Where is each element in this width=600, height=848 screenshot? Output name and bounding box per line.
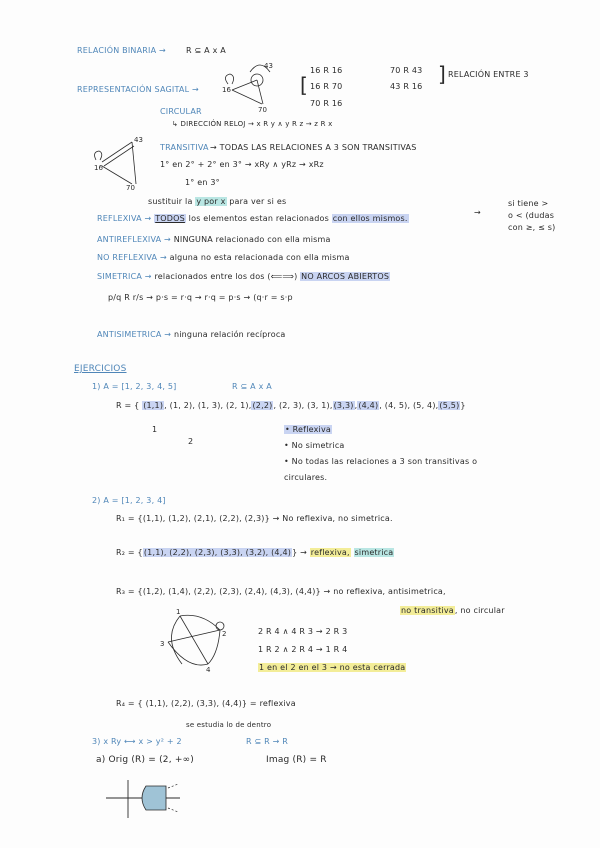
pair-1: 16 R 16 <box>310 66 343 75</box>
circular-desc: ↳ DIRECCIÓN RELOJ → x R y ∧ y R z → z R x <box>172 120 333 128</box>
side-note: si tiene > o < (dudas con ≥, ≤ s) <box>508 199 556 232</box>
node-43: 43 <box>264 62 273 70</box>
transitiva-graph <box>92 136 152 194</box>
entre-label: RELACIÓN ENTRE 3 <box>448 70 529 79</box>
e3-head: 3) x Ry ⟷ x > y² + 2 <box>92 737 182 746</box>
e1-pair: (3,3) <box>333 401 354 410</box>
r3-line: R₃ = {(1,2), (1,4), (2,2), (2,3), (2,4), (4,3), (4,4)} → no reflexiva, antisimetrica, <box>116 587 446 596</box>
e1-bullet: • Reflexiva <box>285 425 331 434</box>
binaria-label: RELACIÓN BINARIA → <box>77 46 166 55</box>
transitiva-rule: 1° en 2° + 2° en 3° → xRy ∧ yRz → xRz <box>160 160 324 169</box>
e1-pair: , (1, 2), (1, 3), (2, 1), <box>164 401 252 410</box>
e1-pair: } <box>460 401 466 410</box>
reflexiva-line: REFLEXIVA → TODOS los elementos estan relacionados con ellos mismos. <box>97 214 408 223</box>
ejercicios-title: EJERCICIOS <box>74 364 127 374</box>
circular-label: CIRCULAR <box>160 107 202 116</box>
e1-relation: R = { (1,1), (1, 2), (1, 3), (2, 1),(2,2), (2, 3), (3, 1),(3,3),(4,4), (4, 5), (5, 4),(5,5)} <box>116 401 466 410</box>
sagital-graph <box>220 58 280 118</box>
pair-2: 16 R 70 <box>310 82 343 91</box>
e1-node-2: 2 <box>188 437 194 446</box>
antisimetrica-line: ANTISIMETRICA → ninguna relación recíproca <box>97 330 286 339</box>
t-node-70: 70 <box>126 184 135 192</box>
brace-left: [ <box>300 73 309 97</box>
e1-pair: (2,2) <box>252 401 273 410</box>
g2-node-1: 1 <box>176 608 181 616</box>
g2-node-3: 3 <box>160 640 165 648</box>
node-70: 70 <box>258 106 267 114</box>
g2-node-2: 2 <box>222 630 227 638</box>
e3a-line: a) Orig (R) = (2, +∞) <box>96 755 194 765</box>
sustituir-note: sustituir la y por x para ver si es <box>148 197 287 206</box>
e1-head: 1) A = [1, 2, 3, 4, 5] <box>92 382 177 391</box>
simetrica-rule: p/q R r/s → p·s = r·q → r·q = p·s → (q·r = s·p <box>108 293 293 302</box>
e1-bullet: • No simetrica <box>284 441 345 450</box>
t-node-16: 16 <box>94 164 103 172</box>
e1-bullets <box>284 422 477 486</box>
binaria-expr: R ⊆ A x A <box>186 46 226 55</box>
node-16: 16 <box>222 86 231 94</box>
e1-pair: , (2, 3), (3, 1), <box>273 401 333 410</box>
transitiva-rule2: 1° en 3° <box>185 178 220 187</box>
noreflexiva-line: NO REFLEXIVA → alguna no esta relacionada con ella misma <box>97 253 350 262</box>
transitiva-desc: → TODAS LAS RELACIONES A 3 SON TRANSITIVAS <box>210 143 417 152</box>
r3-rule3: 1 en el 2 en el 3 → no esta cerrada <box>259 663 406 672</box>
e1-pair: (4,4) <box>358 401 379 410</box>
r4-line: R₄ = { (1,1), (2,2), (3,3), (4,4)} = reflexiva <box>116 699 296 708</box>
r1-line: R₁ = {(1,1), (1,2), (2,1), (2,2), (2,3)} → No reflexiva, no simetrica. <box>116 514 393 523</box>
reflexiva-arrow: → <box>474 208 481 217</box>
r3-line2: no transitiva, no circular <box>401 606 505 615</box>
e1-pair: , (4, 5), (5, 4), <box>379 401 439 410</box>
e1-pair: (5,5) <box>439 401 460 410</box>
e3-note: se estudia lo de dentro <box>186 721 272 729</box>
e1-node-1: 1 <box>152 425 158 434</box>
t-node-43: 43 <box>134 136 143 144</box>
pair-3: 70 R 16 <box>310 99 343 108</box>
r3-graph <box>160 608 230 674</box>
g2-node-4: 4 <box>206 666 211 674</box>
pair-5: 43 R 16 <box>390 82 423 91</box>
e3-imag: Imag (R) = R <box>266 755 327 765</box>
e3-rel: R ⊆ R → R <box>246 737 289 746</box>
sagital-label: REPRESENTACIÓN SAGITAL → <box>77 85 199 94</box>
r3-rule1: 2 R 4 ∧ 4 R 3 → 2 R 3 <box>258 627 348 636</box>
e1-rel: R ⊆ A x A <box>232 382 272 391</box>
simetrica-line: SIMETRICA → relacionados entre los dos (⟸⟹) NO ARCOS ABIERTOS <box>97 272 390 281</box>
e1-bullet: circulares. <box>284 473 328 482</box>
e3-sketch <box>104 778 184 820</box>
r2-line: R₂ = {(1,1), (2,2), (2,3), (3,3), (3,2), (4,4)} → reflexiva, simetrica <box>116 548 394 557</box>
pair-4: 70 R 43 <box>390 66 423 75</box>
transitiva-label: TRANSITIVA <box>160 143 209 152</box>
antirreflexiva-line: ANTIREFLEXIVA → NINGUNA relacionado con ella misma <box>97 235 331 244</box>
brace-right: ] <box>438 62 447 86</box>
e1-pair: , <box>354 401 358 410</box>
e1-bullet: • No todas las relaciones a 3 son transitivas o <box>284 457 478 466</box>
r3-rule2: 1 R 2 ∧ 2 R 4 → 1 R 4 <box>258 645 348 654</box>
e2-head: 2) A = [1, 2, 3, 4] <box>92 496 166 505</box>
e1-pair: (1,1) <box>143 401 164 410</box>
